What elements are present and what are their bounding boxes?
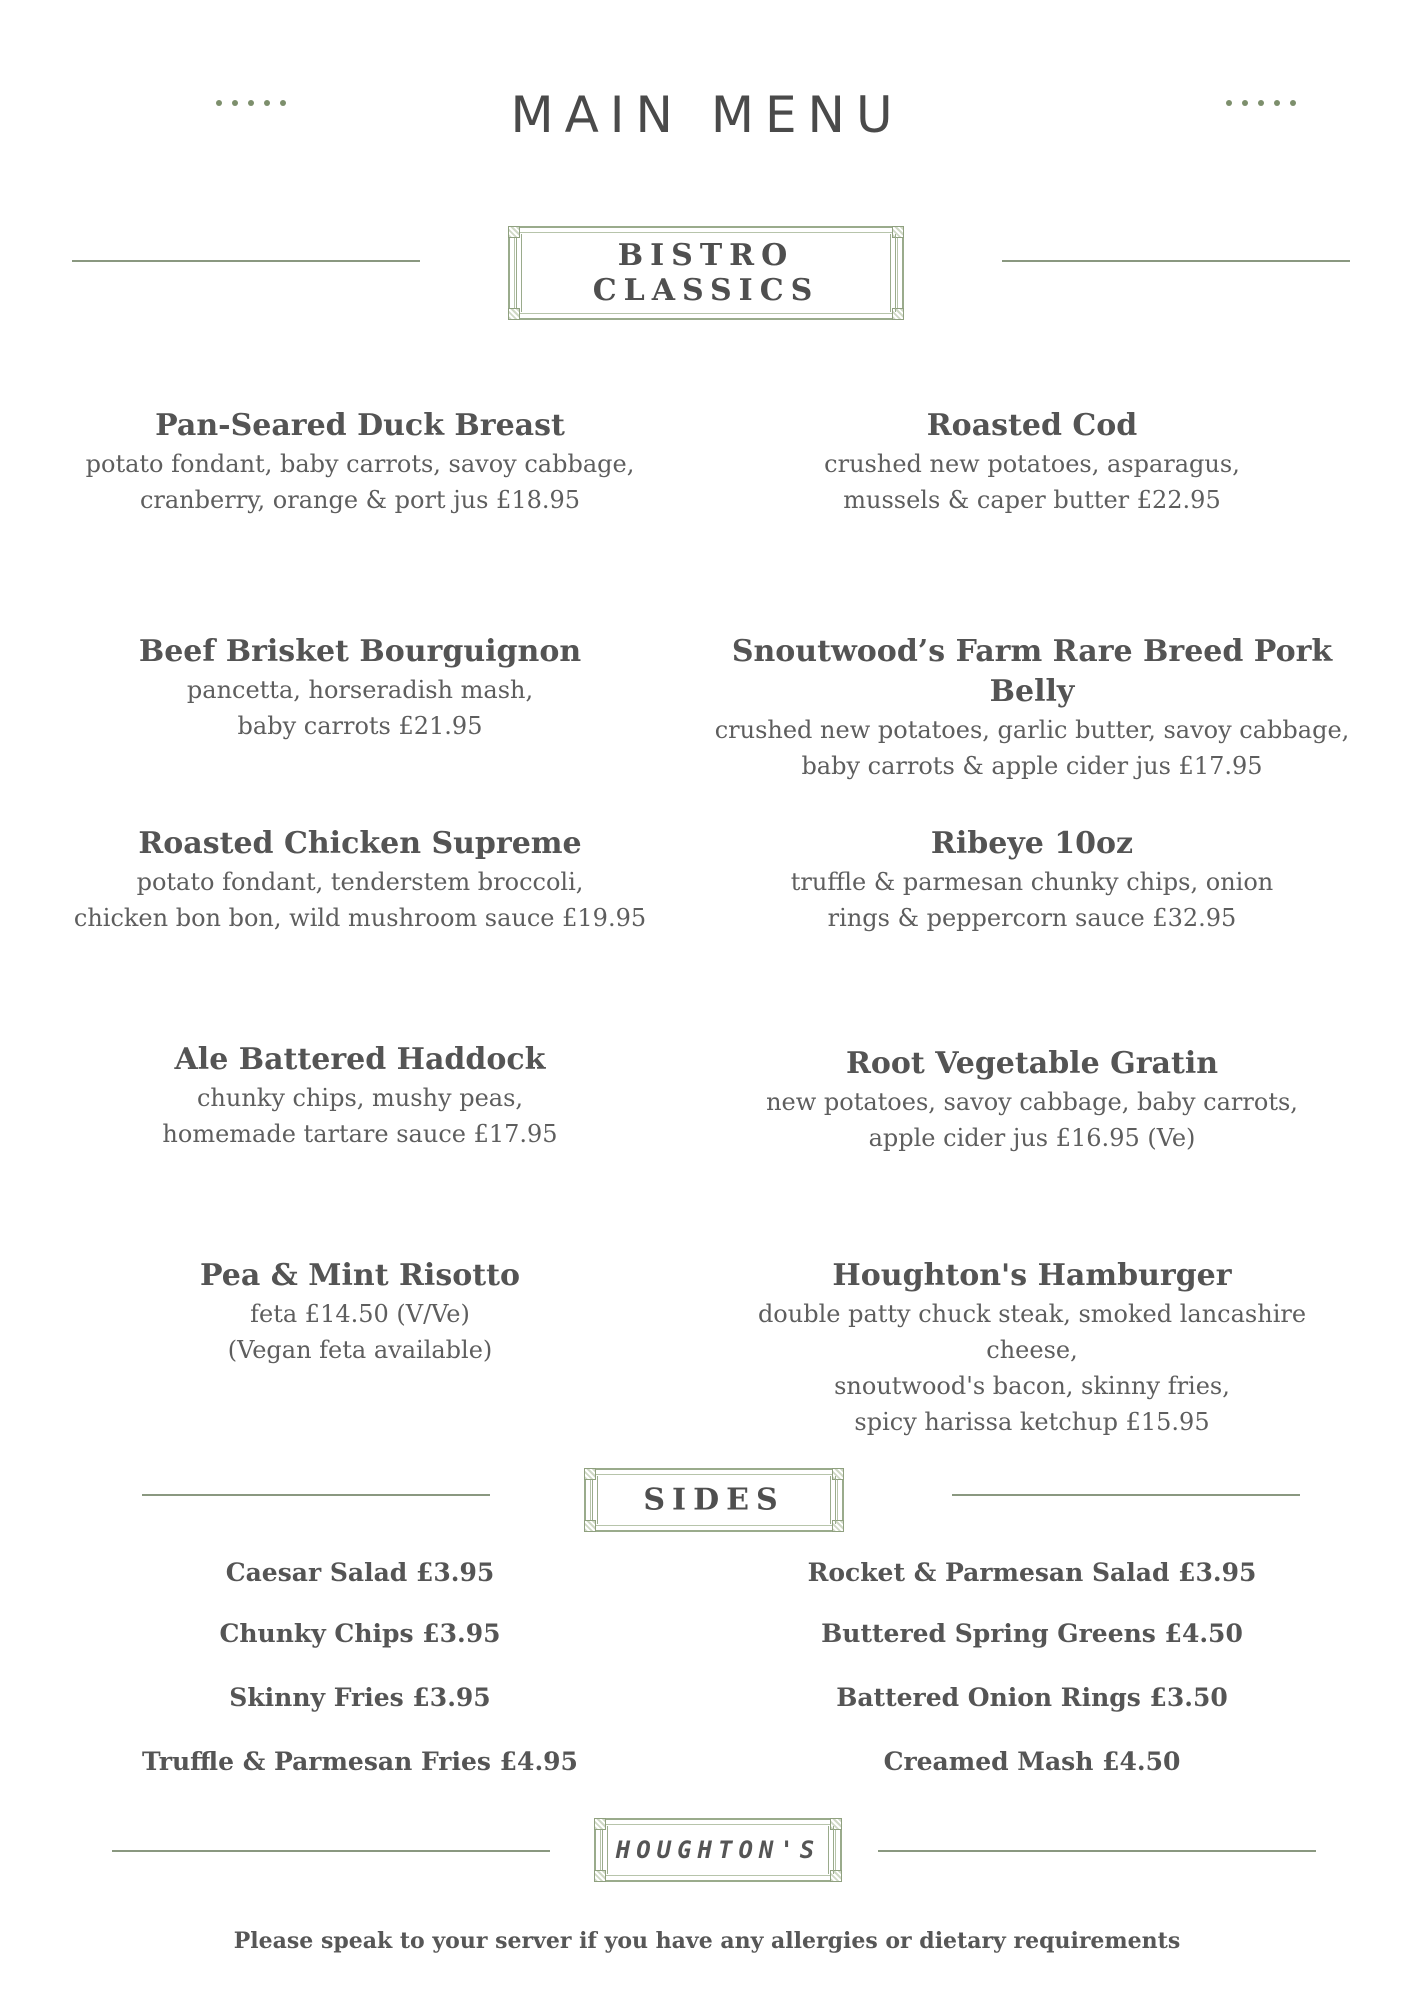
- frame-corner: [508, 226, 520, 238]
- frame-corner: [830, 1870, 842, 1882]
- section-frame-sides: [584, 1468, 844, 1532]
- dish-desc: new potatoes, savoy cabbage, baby carrots,: [766, 1088, 1298, 1116]
- dish-desc: homemade tartare sauce £17.95: [162, 1120, 558, 1148]
- frame-corner: [594, 1818, 606, 1830]
- dish-item: [40, 632, 680, 744]
- dish-name: Ale Battered Haddock: [174, 1042, 546, 1077]
- frame-corner: [508, 308, 520, 320]
- section-title-sides: SIDES: [643, 1482, 785, 1518]
- frame-corner: [830, 1818, 842, 1830]
- dish-name: Houghton's Hamburger: [832, 1258, 1232, 1293]
- dish-desc: rings & peppercorn sauce £32.95: [827, 904, 1237, 932]
- dish-desc: mussels & caper butter £22.95: [843, 486, 1221, 514]
- side-item: Skinny Fries £3.95: [229, 1683, 491, 1712]
- frame-corner: [832, 1520, 844, 1532]
- dish-item: [712, 632, 1352, 784]
- dish-desc: feta £14.50 (V/Ve): [250, 1300, 470, 1328]
- dish-desc: snoutwood's bacon, skinny fries,: [834, 1372, 1230, 1400]
- brand-logo-text: HOUGHTON'S: [615, 1836, 821, 1864]
- side-item: Creamed Mash £4.50: [883, 1747, 1181, 1776]
- dish-desc: potato fondant, baby carrots, savoy cabbage,: [85, 450, 635, 478]
- side-item: Battered Onion Rings £3.50: [836, 1683, 1228, 1712]
- dish-name: Pea & Mint Risotto: [200, 1258, 520, 1293]
- frame-corner: [832, 1468, 844, 1480]
- divider-line: [878, 1850, 1316, 1852]
- divider-line: [142, 1494, 490, 1496]
- side-item: Truffle & Parmesan Fries £4.95: [142, 1747, 578, 1776]
- dish-name: Snoutwood’s Farm Rare Breed Pork Belly: [731, 634, 1333, 709]
- divider-line: [952, 1494, 1300, 1496]
- divider-line: [72, 260, 420, 262]
- dish-desc: apple cider jus £16.95 (Ve): [868, 1124, 1196, 1152]
- dish-name: Ribeye 10oz: [930, 826, 1134, 861]
- side-item: Caesar Salad £3.95: [225, 1558, 495, 1587]
- dish-desc: spicy harissa ketchup £15.95: [854, 1408, 1210, 1436]
- dish-item: [40, 1040, 680, 1152]
- brand-frame: [594, 1818, 842, 1882]
- frame-corner: [584, 1520, 596, 1532]
- dish-desc: potato fondant, tenderstem broccoli,: [136, 868, 584, 896]
- allergy-note: Please speak to your server if you have any allergies or dietary requirements: [233, 1928, 1181, 1954]
- dish-item: [712, 406, 1352, 518]
- dish-item: [712, 1044, 1352, 1156]
- dish-item: [40, 406, 680, 518]
- dish-desc: chunky chips, mushy peas,: [196, 1084, 524, 1112]
- side-item: Rocket & Parmesan Salad £3.95: [807, 1558, 1257, 1587]
- dish-desc: crushed new potatoes, asparagus,: [824, 450, 1240, 478]
- dish-desc: cranberry, orange & port jus £18.95: [139, 486, 581, 514]
- right-dots-ornament: [1226, 100, 1296, 106]
- dish-desc: baby carrots £21.95: [237, 712, 483, 740]
- section-frame-classics: [508, 226, 904, 320]
- frame-corner: [892, 308, 904, 320]
- dish-item: [40, 824, 680, 936]
- dish-desc: (Vegan feta available): [227, 1336, 493, 1364]
- dish-desc: baby carrots & apple cider jus £17.95: [801, 752, 1263, 780]
- side-item: Buttered Spring Greens £4.50: [821, 1619, 1243, 1648]
- frame-corner: [892, 226, 904, 238]
- dish-desc: double patty chuck steak, smoked lancashire cheese,: [757, 1300, 1307, 1364]
- divider-line: [112, 1850, 550, 1852]
- dish-name: Beef Brisket Bourguignon: [138, 634, 582, 669]
- frame-corner: [584, 1468, 596, 1480]
- divider-line: [1002, 260, 1350, 262]
- dish-desc: crushed new potatoes, garlic butter, savoy cabbage,: [714, 716, 1350, 744]
- frame-corner: [594, 1870, 606, 1882]
- dish-name: Root Vegetable Gratin: [845, 1046, 1219, 1081]
- section-title-classics: BISTRO CLASSICS: [592, 238, 820, 308]
- dish-name: Pan-Seared Duck Breast: [155, 408, 565, 443]
- dish-item: [712, 1256, 1352, 1440]
- dish-desc: truffle & parmesan chunky chips, onion: [790, 868, 1274, 896]
- dish-item: [40, 1256, 680, 1368]
- dish-name: Roasted Chicken Supreme: [138, 826, 582, 861]
- dish-name: Roasted Cod: [926, 408, 1138, 443]
- dish-desc: pancetta, horseradish mash,: [186, 676, 534, 704]
- side-item: Chunky Chips £3.95: [219, 1619, 501, 1648]
- dish-item: [712, 824, 1352, 936]
- dish-desc: chicken bon bon, wild mushroom sauce £19.95: [73, 904, 647, 932]
- page-title: MAIN MENU: [510, 86, 904, 144]
